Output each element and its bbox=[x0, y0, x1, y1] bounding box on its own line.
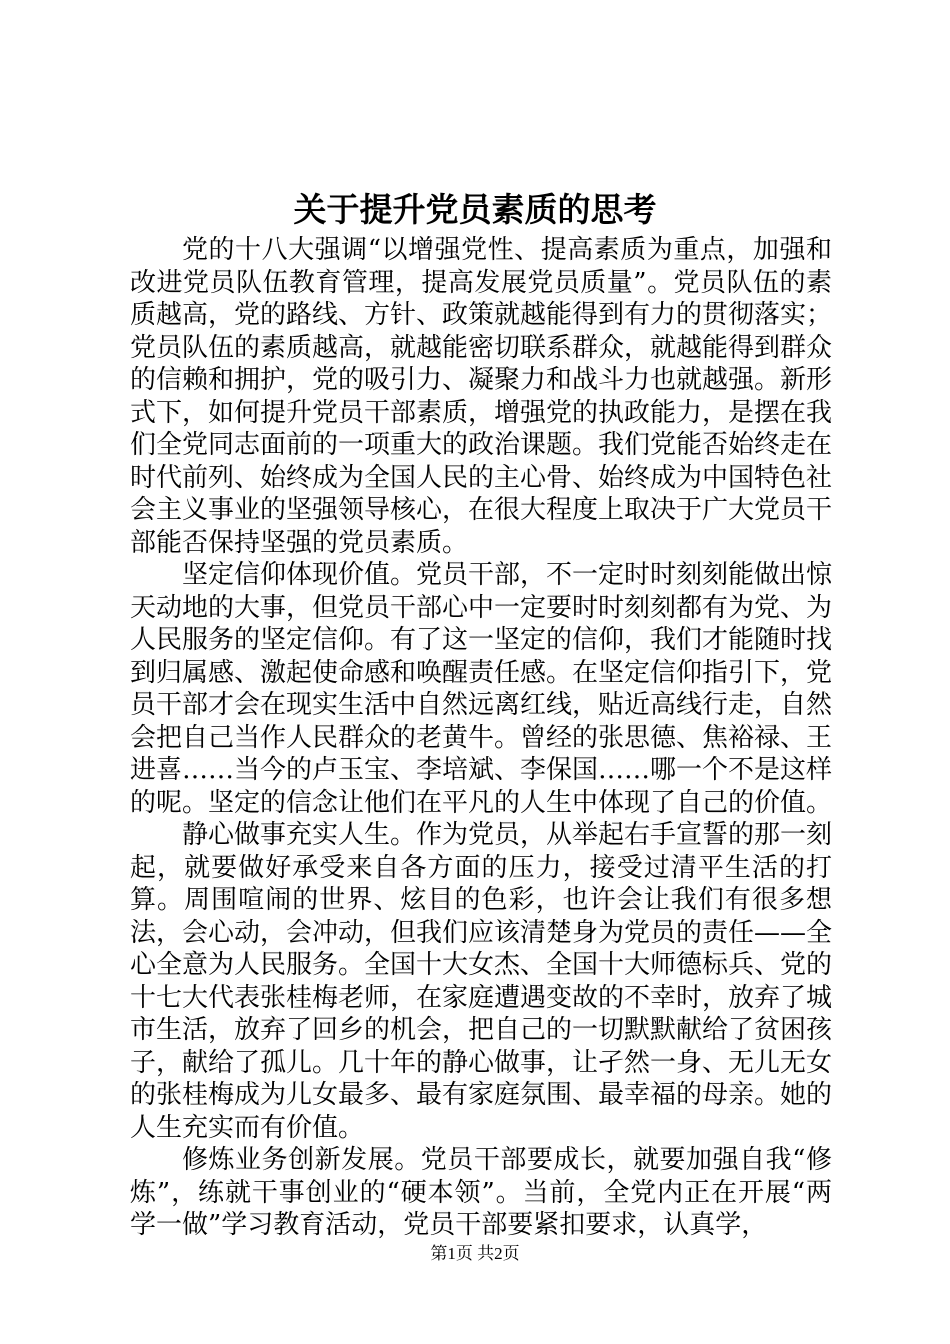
paragraph-1: 党的十八大强调“以增强党性、提高素质为重点，加强和改进党员队伍教育管理，提高发展党员质量”。党员队伍的素质越高，党的路线、方针、政策就越能得到有力的贯彻落实；党员队伍的素质越高，就越能密切联系群众，就越能得到群众的信赖和拥护，党的吸引力、凝聚力和战斗力也就越强。新形式下，如何提升党员干部素质，增强党的执政能力，是摆在我们全党同志面前的一项重大的政治课题。我们党能否始终走在时代前列、始终成为全国人民的主心骨、始终成为中国特色社会主义事业的坚强领导核心，在很大程度上取决于广大党员干部能否保持坚强的党员素质。 bbox=[130, 235, 833, 558]
paragraph-2: 坚定信仰体现价值。党员干部，不一定时时刻刻能做出惊天动地的大事，但党员干部心中一定要时时刻刻都有为党、为人民服务的坚定信仰。有了这一坚定的信仰，我们才能随时找到归属感、激起使命感和唤醒责任感。在坚定信仰指引下，党员干部才会在现实生活中自然远离红线，贴近高线行走，自然会把自己当作人民群众的老黄牛。曾经的张思德、焦裕禄、王进喜……当今的卢玉宝、李培斌、李保国……哪一个不是这样的呢。坚定的信念让他们在平凡的人生中体现了自己的价值。 bbox=[130, 560, 833, 818]
document-title: 关于提升党员素质的思考 bbox=[293, 190, 657, 229]
paragraph-3: 静心做事充实人生。作为党员，从举起右手宣誓的那一刻起，就要做好承受来自各方面的压力，接受过清平生活的打算。周围喧闹的世界、炫目的色彩，也许会让我们有很多想法，会心动，会冲动，但我们应该清楚身为党员的责任——全心全意为人民服务。全国十大女杰、全国十大师德标兵、党的十七大代表张桂梅老师，在家庭遭遇变故的不幸时，放弃了城市生活，放弃了回乡的机会，把自己的一切默默献给了贫困孩子，献给了孤儿。几十年的静心做事，让孑然一身、无儿无女的张桂梅成为儿女最多、最有家庭氛围、最幸福的母亲。她的人生充实而有价值。 bbox=[130, 820, 833, 1143]
document-body bbox=[130, 234, 832, 1242]
page-number: 第1页 bbox=[430, 1244, 473, 1263]
page-footer bbox=[0, 1243, 950, 1265]
page-total: 共2页 bbox=[477, 1244, 520, 1263]
paragraph-4: 修炼业务创新发展。党员干部要成长，就要加强自我“修炼”，练就干事创业的“硬本领”。当前，全党内正在开展“两学一做”学习教育活动，党员干部要紧扣要求，认真学， bbox=[130, 1145, 832, 1240]
